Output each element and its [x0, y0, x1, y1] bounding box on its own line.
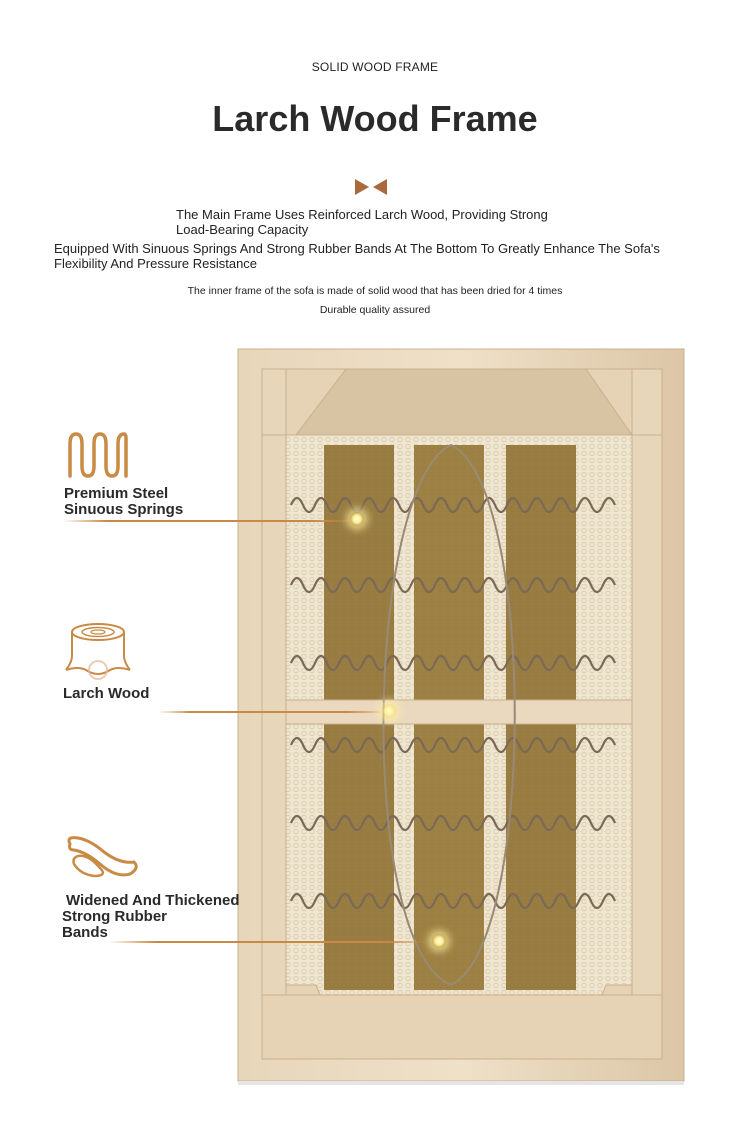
tree-stump-icon	[64, 622, 132, 682]
rubber-band-icon	[64, 834, 140, 880]
sofa-frame-illustration	[236, 345, 686, 1085]
description-line-2: Equipped With Sinuous Springs And Strong Rubber Bands At The Bottom To Greatly Enhance The Sofa's Flexibility And Pressure Resistance	[54, 241, 660, 271]
page-title: Larch Wood Frame	[212, 98, 538, 139]
callout-line-larch	[158, 711, 380, 713]
feature-label-springs-line1: Premium Steel	[64, 485, 169, 502]
highlight-dot-springs	[350, 512, 364, 526]
feature-label-rubber-line2: Strong Rubber	[62, 908, 167, 925]
feature-label-rubber-line3: Bands	[62, 924, 108, 941]
highlight-dot-rubber	[432, 934, 446, 948]
bowtie-icon	[355, 178, 387, 196]
feature-label-larch	[63, 686, 149, 702]
description-line-1: The Main Frame Uses Reinforced Larch Wood, Providing Strong Load-Bearing Capacity	[176, 207, 548, 237]
note-durable: Durable quality assured	[319, 304, 431, 316]
callout-line-springs	[62, 520, 358, 522]
note-dried-wood: The inner frame of the sofa is made of solid wood that has been dried for 4 times	[187, 285, 563, 297]
feature-label-springs-line2: Sinuous Springs	[64, 501, 184, 518]
feature-label-rubber-line1: Widened And Thickened	[66, 892, 240, 909]
highlight-dot-larch	[382, 704, 396, 718]
feature-label-springs	[64, 486, 183, 518]
callout-line-rubber	[108, 941, 428, 943]
eyebrow-label: SOLID WOOD FRAME	[311, 60, 439, 74]
feature-label-rubber	[62, 893, 240, 941]
feature-label-larch-line1: Larch Wood	[63, 685, 150, 702]
spring-icon	[66, 432, 128, 478]
